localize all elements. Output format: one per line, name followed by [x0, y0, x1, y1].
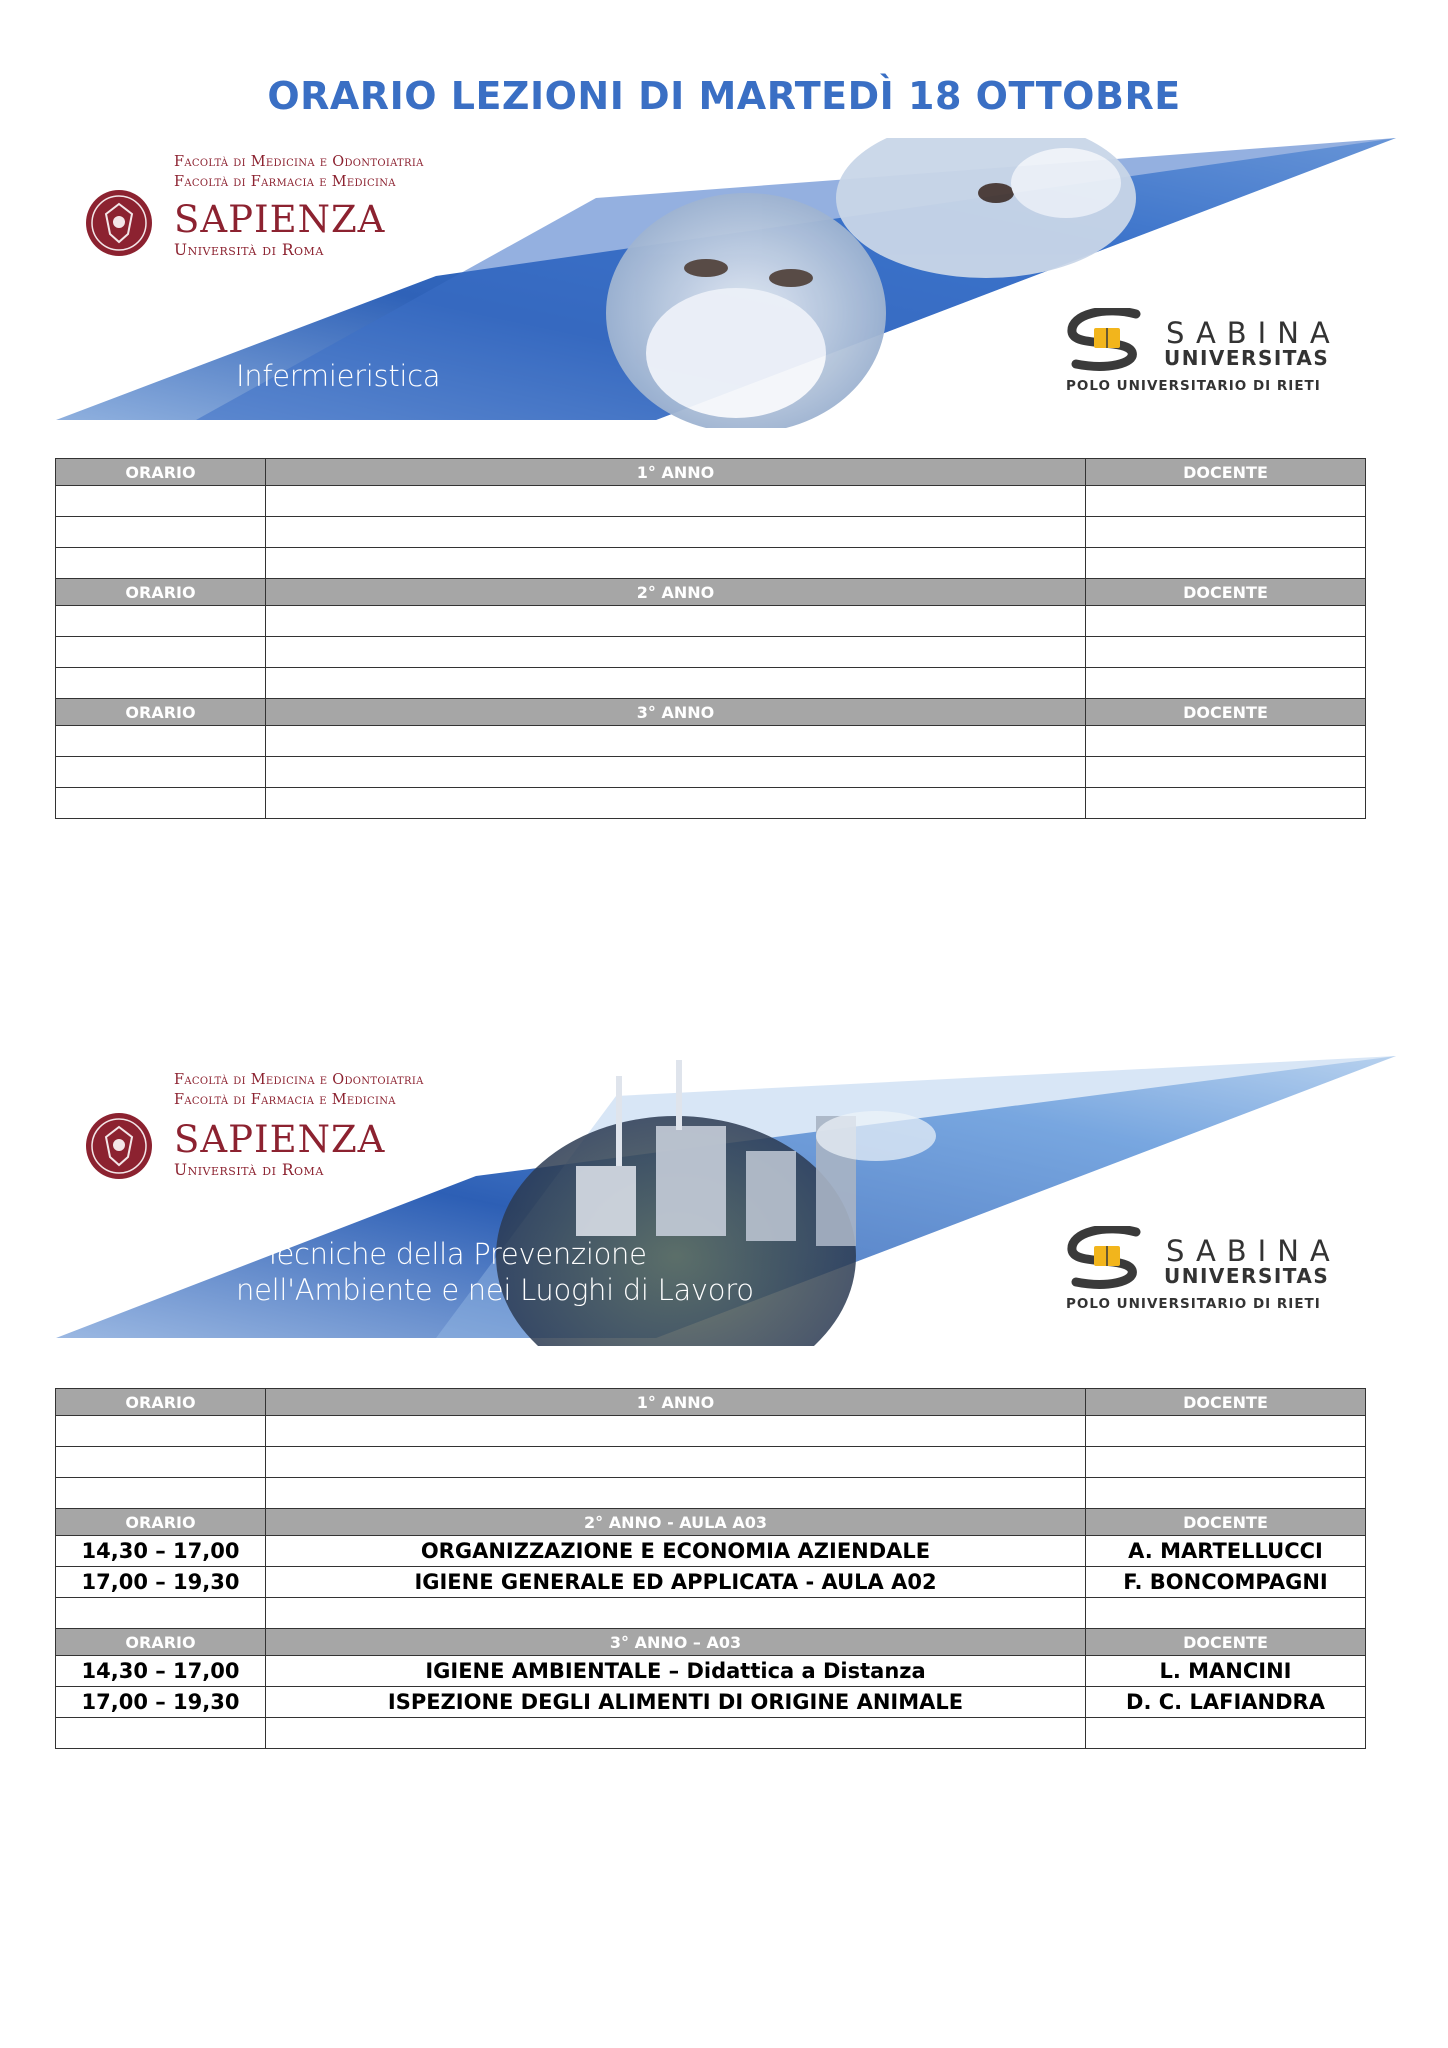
table-header-row [56, 1389, 1366, 1416]
cell-docente [1086, 486, 1366, 517]
cell-docente [1086, 757, 1366, 788]
table-row [56, 1416, 1366, 1447]
table-row [56, 1687, 1366, 1718]
table-row [56, 606, 1366, 637]
sabina-sub: UNIVERSITAS [1164, 346, 1330, 370]
header-orario: ORARIO [56, 1389, 266, 1416]
header-anno: 2° ANNO [266, 579, 1086, 606]
cell-docente [1086, 668, 1366, 699]
header-docente: DOCENTE [1086, 1509, 1366, 1536]
banner-infermieristica [56, 138, 1396, 428]
cell-lezione [266, 1447, 1086, 1478]
course-title [236, 358, 440, 394]
header-orario: ORARIO [56, 1629, 266, 1656]
cell-lezione [266, 606, 1086, 637]
cell-orario [56, 486, 266, 517]
schedule-table-infermieristica [55, 458, 1366, 819]
cell-orario: 17,00 – 19,30 [56, 1567, 266, 1598]
course-title-line-1: Tecniche della Prevenzione [264, 1237, 647, 1271]
sabina-emblem-icon [1066, 308, 1152, 372]
header-anno: 3° ANNO [266, 699, 1086, 726]
cell-orario [56, 1478, 266, 1509]
header-docente: DOCENTE [1086, 699, 1366, 726]
sabina-emblem-icon [1066, 1226, 1152, 1290]
cell-orario [56, 1718, 266, 1749]
sabina-polo: POLO UNIVERSITARIO DI RIETI [1066, 1296, 1321, 1312]
cell-orario [56, 637, 266, 668]
header-orario: ORARIO [56, 699, 266, 726]
cell-lezione: IGIENE AMBIENTALE – Didattica a Distanza [266, 1656, 1086, 1687]
table-header-row [56, 699, 1366, 726]
university-name: SAPIENZA [174, 1118, 386, 1161]
cell-orario [56, 726, 266, 757]
table-row [56, 1598, 1366, 1629]
cell-orario: 14,30 – 17,00 [56, 1656, 266, 1687]
cell-lezione [266, 548, 1086, 579]
table-row [56, 1447, 1366, 1478]
cell-docente: D. C. LAFIANDRA [1086, 1687, 1366, 1718]
header-anno: 3° ANNO – A03 [266, 1629, 1086, 1656]
header-orario: ORARIO [56, 1509, 266, 1536]
sabina-polo: POLO UNIVERSITARIO DI RIETI [1066, 378, 1321, 394]
cell-lezione [266, 637, 1086, 668]
course-title-line-2: nell'Ambiente e nei Luoghi di Lavoro [236, 1273, 754, 1307]
table-row [56, 668, 1366, 699]
header-orario: ORARIO [56, 579, 266, 606]
faculty-names [174, 152, 424, 192]
header-docente: DOCENTE [1086, 459, 1366, 486]
cell-docente [1086, 1478, 1366, 1509]
cell-docente: A. MARTELLUCCI [1086, 1536, 1366, 1567]
cell-docente [1086, 606, 1366, 637]
cell-lezione: IGIENE GENERALE ED APPLICATA - AULA A02 [266, 1567, 1086, 1598]
cell-lezione [266, 486, 1086, 517]
table-row [56, 757, 1366, 788]
table-row [56, 517, 1366, 548]
page-title: ORARIO LEZIONI DI MARTEDÌ 18 OTTOBRE [267, 74, 1181, 118]
cell-orario [56, 1447, 266, 1478]
cell-lezione: ORGANIZZAZIONE E ECONOMIA AZIENDALE [266, 1536, 1086, 1567]
table-row [56, 1567, 1366, 1598]
cell-orario [56, 548, 266, 579]
header-docente: DOCENTE [1086, 1629, 1366, 1656]
table-row [56, 548, 1366, 579]
cell-docente: F. BONCOMPAGNI [1086, 1567, 1366, 1598]
cell-orario [56, 668, 266, 699]
sabina-sub: UNIVERSITAS [1164, 1264, 1330, 1288]
cell-docente [1086, 1718, 1366, 1749]
table-row [56, 1536, 1366, 1567]
university-subname: Università di Roma [174, 1161, 324, 1179]
table-header-row [56, 579, 1366, 606]
cell-orario: 14,30 – 17,00 [56, 1536, 266, 1567]
course-title [236, 1236, 754, 1308]
cell-lezione [266, 726, 1086, 757]
sabina-name: SABINA [1166, 316, 1341, 350]
header-anno: 2° ANNO - AULA A03 [266, 1509, 1086, 1536]
cell-orario [56, 788, 266, 819]
cell-lezione [266, 1478, 1086, 1509]
cell-lezione [266, 1598, 1086, 1629]
table-row [56, 788, 1366, 819]
cell-lezione [266, 1718, 1086, 1749]
university-name: SAPIENZA [174, 198, 386, 241]
banner-prevenzione [56, 1056, 1396, 1346]
cell-orario [56, 1416, 266, 1447]
cell-orario [56, 757, 266, 788]
cell-docente [1086, 726, 1366, 757]
cell-docente [1086, 1447, 1366, 1478]
header-anno: 1° ANNO [266, 1389, 1086, 1416]
header-docente: DOCENTE [1086, 579, 1366, 606]
schedule-table-prevenzione [55, 1388, 1366, 1749]
cell-docente [1086, 1416, 1366, 1447]
cell-lezione [266, 757, 1086, 788]
header-anno: 1° ANNO [266, 459, 1086, 486]
cell-lezione [266, 1416, 1086, 1447]
table-row [56, 1656, 1366, 1687]
cell-docente: L. MANCINI [1086, 1656, 1366, 1687]
faculty-line-2: Facoltà di Farmacia e Medicina [174, 1092, 396, 1108]
table-row [56, 726, 1366, 757]
header-docente: DOCENTE [1086, 1389, 1366, 1416]
cell-docente [1086, 1598, 1366, 1629]
university-subname: Università di Roma [174, 241, 324, 259]
faculty-line-1: Facoltà di Medicina e Odontoiatria [174, 154, 424, 170]
table-row [56, 1478, 1366, 1509]
cell-orario: 17,00 – 19,30 [56, 1687, 266, 1718]
table-row [56, 637, 1366, 668]
cell-docente [1086, 517, 1366, 548]
sabina-name: SABINA [1166, 1234, 1341, 1268]
cell-lezione: ISPEZIONE DEGLI ALIMENTI DI ORIGINE ANIMALE [266, 1687, 1086, 1718]
table-header-row [56, 1509, 1366, 1536]
cell-docente [1086, 637, 1366, 668]
cell-lezione [266, 788, 1086, 819]
cell-lezione [266, 668, 1086, 699]
table-header-row [56, 1629, 1366, 1656]
table-row [56, 486, 1366, 517]
cell-docente [1086, 788, 1366, 819]
cell-docente [1086, 548, 1366, 579]
cell-orario [56, 1598, 266, 1629]
faculty-names [174, 1070, 424, 1110]
table-row [56, 1718, 1366, 1749]
cell-lezione [266, 517, 1086, 548]
faculty-line-2: Facoltà di Farmacia e Medicina [174, 174, 396, 190]
header-orario: ORARIO [56, 459, 266, 486]
cell-orario [56, 606, 266, 637]
table-header-row [56, 459, 1366, 486]
cell-orario [56, 517, 266, 548]
faculty-line-1: Facoltà di Medicina e Odontoiatria [174, 1072, 424, 1088]
course-title-line-1: Infermieristica [236, 359, 441, 393]
